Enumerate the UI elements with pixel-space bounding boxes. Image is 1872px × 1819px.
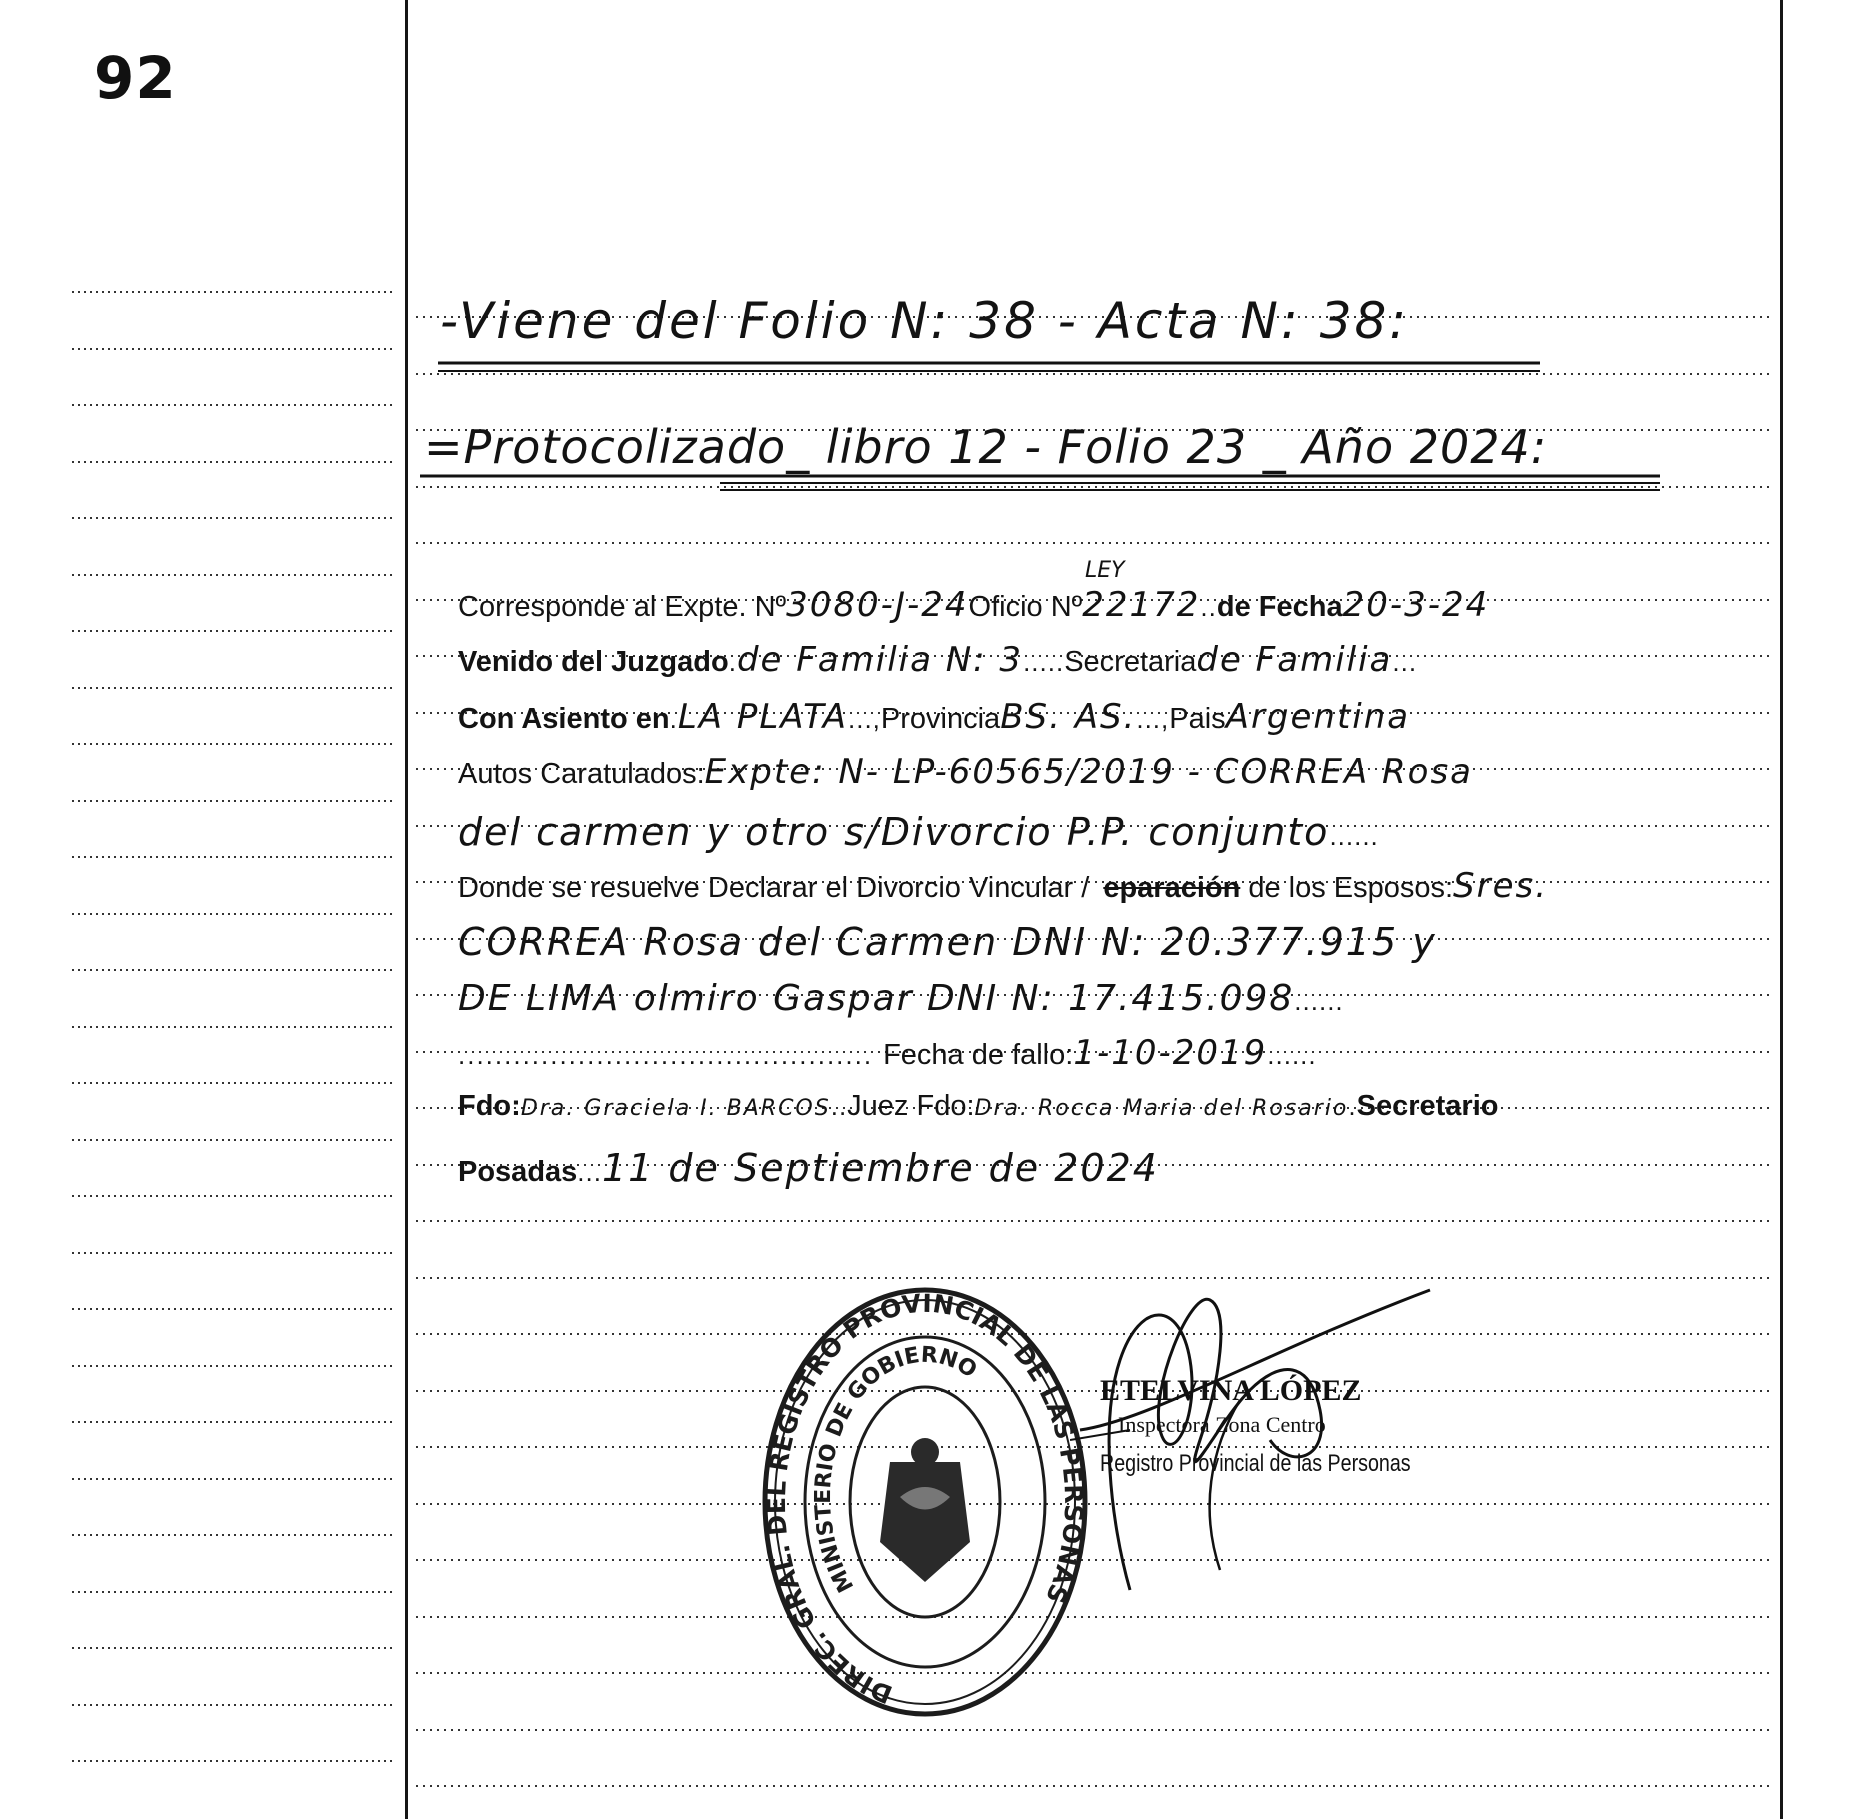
resuelve-struck: eparación <box>1103 872 1241 904</box>
esposos-value: Sres. <box>1453 866 1549 906</box>
asiento-value: LA PLATA <box>677 697 848 737</box>
header-line-1: -Viene del Folio N: 38 - Acta N: 38: <box>440 292 1410 350</box>
posadas-label: Posadas <box>458 1156 578 1188</box>
oficio-annotation: LEY <box>1085 558 1125 583</box>
form-line-autos <box>458 752 1473 792</box>
form-line-fdo: Fdo: Dra. Graciela I. BARCOS .. Juez Fdo: Dra. Rocca Maria del Rosario . Secretario <box>458 1090 1499 1122</box>
autos-value-2: del carmen y otro s/Divorcio P.P. conjunto <box>458 810 1330 854</box>
secretario-label: Secretario <box>1356 1090 1499 1122</box>
form-line-esposo-1 <box>458 920 1437 964</box>
fallo-label: Fecha de fallo: <box>883 1039 1074 1071</box>
esposos-label: de los Esposos: <box>1248 872 1454 904</box>
juez-value: Dra. Graciela I. BARCOS <box>520 1096 831 1121</box>
officer-name: ETELVINA LÓPEZ <box>1100 1374 1362 1407</box>
form-line-resuelve <box>458 866 1548 906</box>
form-line-autos-cont: del carmen y otro s/Divorcio P.P. conjunto ...... <box>458 810 1379 854</box>
officer-title: Inspectora Zona Centro <box>1118 1412 1326 1437</box>
oficio-label: Oficio Nº <box>968 591 1083 623</box>
esposo-2: DE LIMA olmiro Gaspar DNI N: 17.415.098 <box>458 978 1295 1019</box>
form-line-esposo-2: DE LIMA olmiro Gaspar DNI N: 17.415.098 ...... <box>458 978 1344 1019</box>
esposo-1: CORREA Rosa del Carmen DNI N: 20.377.915 y <box>458 920 1437 964</box>
handwritten-signature <box>1070 1270 1450 1600</box>
pais-label: Pais <box>1169 703 1226 735</box>
official-seal-stamp <box>760 1282 1090 1722</box>
page-number: 92 <box>94 44 177 112</box>
juez-label: Juez Fdo: <box>847 1090 975 1122</box>
pais-value: Argentina <box>1225 697 1411 737</box>
officer-org: Registro Provincial de las Personas <box>1100 1450 1411 1477</box>
form-line-fallo: ............................................. Fecha de fallo: 1-10-2019 ...... <box>458 1033 1317 1073</box>
provincia-value: BS. AS. <box>1000 697 1137 737</box>
header-line-2: =Protocolizado_ libro 12 - Folio 23 _ Año 2024: <box>424 420 1548 474</box>
seal-outer-text: DIREC. GRAL. DEL REGISTRO PROVINCIAL DE LAS PERSONAS <box>761 1288 1089 1710</box>
expte-value: 3080-J-24 <box>786 585 969 625</box>
secretaria-label: Secretaria <box>1064 646 1197 678</box>
form-line-expte: Corresponde al Expte. Nº 3080-J-24 Oficio Nº 22172 .. de Fecha 20-3-24 <box>458 585 1490 625</box>
fallo-value: 1-10-2019 <box>1073 1033 1268 1073</box>
form-line-posadas: Posadas ... 11 de Septiembre de 2024 <box>458 1146 1159 1190</box>
autos-value-1: Expte: N- LP-60565/2019 - CORREA Rosa <box>704 752 1474 792</box>
seal-inner-text: MINISTERIO DE GOBIERNO <box>811 1342 982 1597</box>
autos-label: Autos Caratulados: <box>458 758 705 790</box>
fdo-label: Fdo: <box>458 1090 521 1122</box>
posadas-value: 11 de Septiembre de 2024 <box>601 1146 1159 1190</box>
provincia-label: Provincia <box>880 703 1001 735</box>
secretaria-value: de Familia <box>1196 640 1393 680</box>
fecha-value: 20-3-24 <box>1342 585 1490 625</box>
form-line-juzgado: Venido del Juzgado . de Familia N: 3 ..... Secretaria de Familia ... <box>458 640 1418 680</box>
juzgado-label: Venido del Juzgado <box>458 646 729 678</box>
form-line-asiento: Con Asiento en . LA PLATA ..., Provincia BS. AS. ..., Pais Argentina <box>458 697 1411 737</box>
asiento-label: Con Asiento en <box>458 703 670 735</box>
juzgado-value: de Familia N: 3 <box>736 640 1024 680</box>
oficio-value: 22172 <box>1082 585 1201 625</box>
expte-label: Corresponde al Expte. Nº <box>458 591 787 623</box>
fecha-label: de Fecha <box>1216 591 1343 623</box>
resuelve-label: Donde se resuelve Declarar el Divorcio Vincular / <box>458 872 1090 904</box>
secretario-value: Dra. Rocca Maria del Rosario <box>974 1096 1349 1121</box>
